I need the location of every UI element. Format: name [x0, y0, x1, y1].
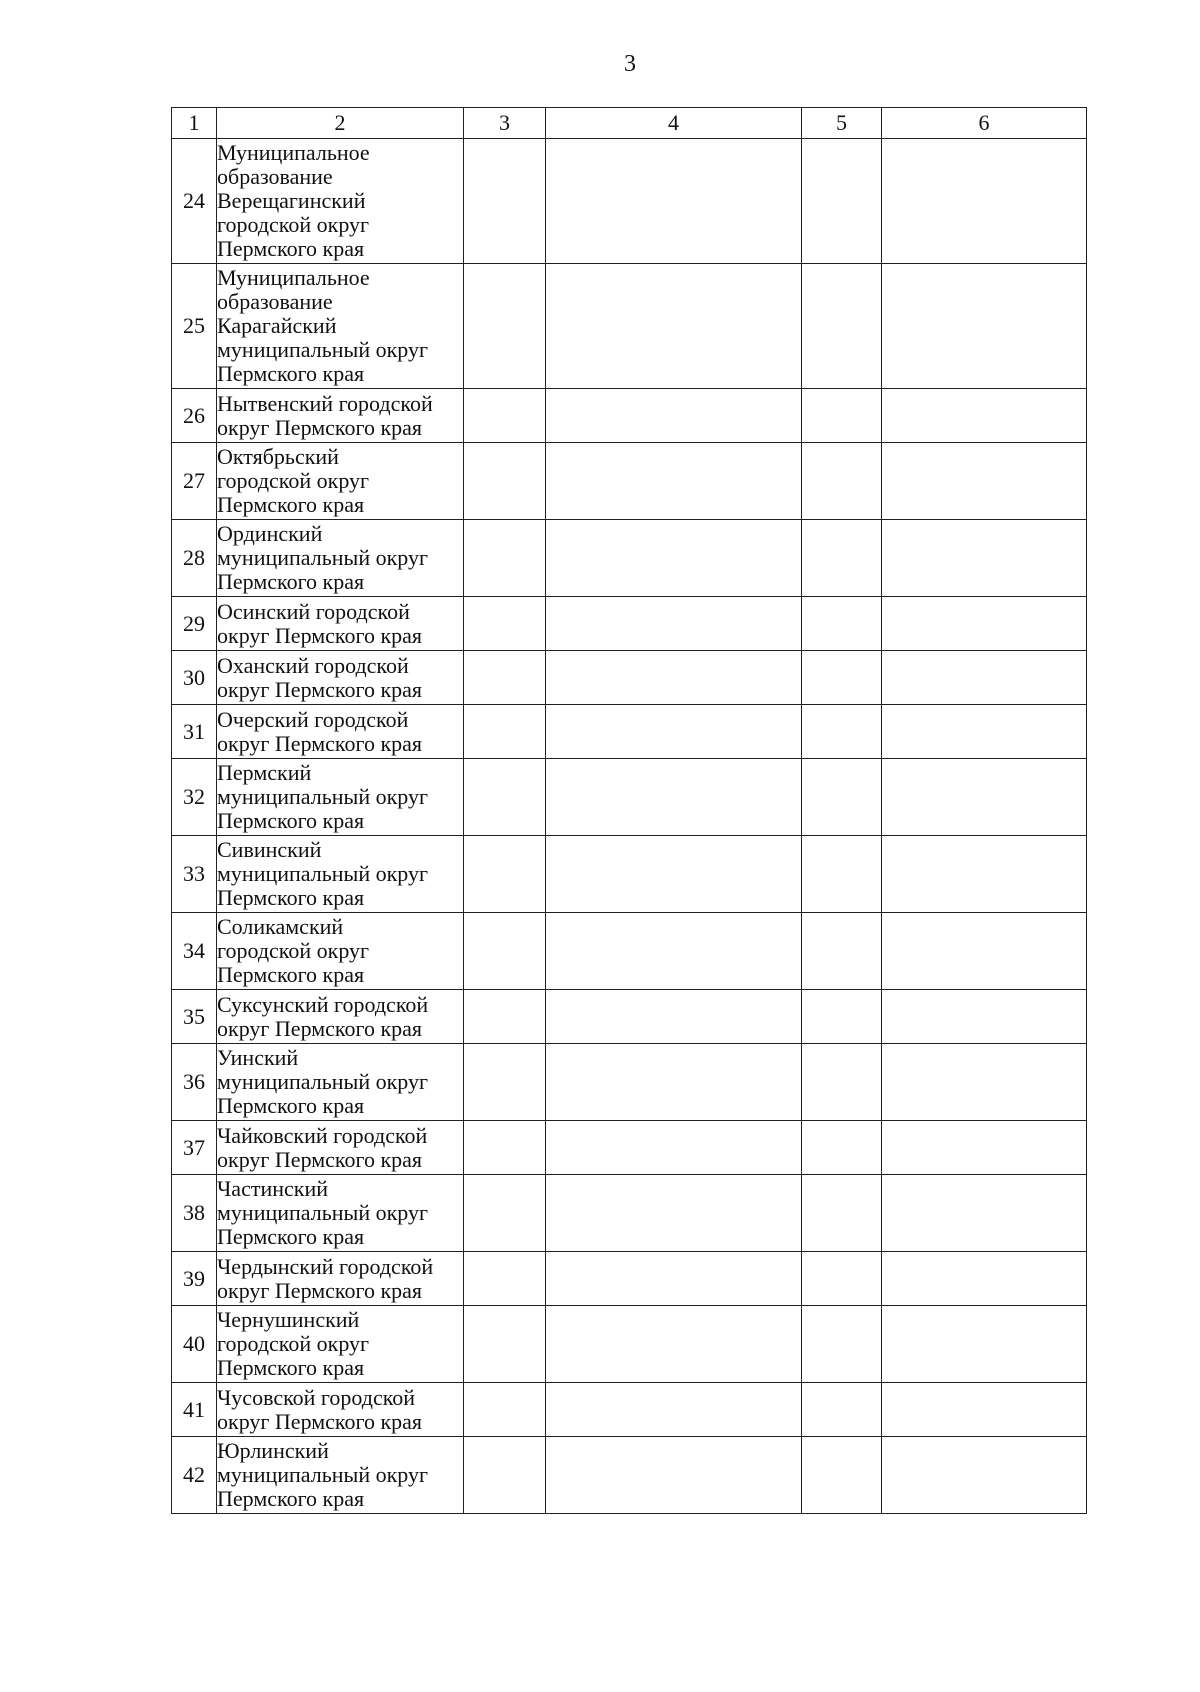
col-4-cell: [546, 597, 802, 651]
municipality-name: Октябрьский городской округ Пермского края: [217, 443, 464, 520]
col-3-cell: [464, 990, 546, 1044]
row-number: 40: [172, 1306, 217, 1383]
municipality-name: Уинский муниципальный округ Пермского края: [217, 1044, 464, 1121]
col-6-cell: [882, 990, 1087, 1044]
col-4-cell: [546, 1437, 802, 1514]
table-row: [172, 990, 1087, 1044]
col-5-cell: [802, 520, 882, 597]
col-3-cell: [464, 913, 546, 990]
column-header: 5: [802, 108, 882, 139]
header-row: [172, 108, 1087, 139]
municipality-name: Муниципальное образование Карагайский муниципальный округ Пермского края: [217, 264, 464, 389]
col-3-cell: [464, 443, 546, 520]
municipality-name: Нытвенский городской округ Пермского края: [217, 389, 464, 443]
table-row: [172, 1437, 1087, 1514]
col-6-cell: [882, 389, 1087, 443]
table-row: [172, 836, 1087, 913]
col-4-cell: [546, 1252, 802, 1306]
col-6-cell: [882, 597, 1087, 651]
municipality-name: Соликамский городской округ Пермского края: [217, 913, 464, 990]
table-row: [172, 1252, 1087, 1306]
col-5-cell: [802, 597, 882, 651]
col-5-cell: [802, 443, 882, 520]
col-4-cell: [546, 443, 802, 520]
col-6-cell: [882, 651, 1087, 705]
col-6-cell: [882, 1383, 1087, 1437]
col-4-cell: [546, 520, 802, 597]
row-number: 41: [172, 1383, 217, 1437]
row-number: 30: [172, 651, 217, 705]
col-6-cell: [882, 139, 1087, 264]
col-4-cell: [546, 1044, 802, 1121]
row-number: 28: [172, 520, 217, 597]
row-number: 25: [172, 264, 217, 389]
col-4-cell: [546, 651, 802, 705]
col-3-cell: [464, 389, 546, 443]
col-3-cell: [464, 836, 546, 913]
table-row: [172, 913, 1087, 990]
col-3-cell: [464, 1437, 546, 1514]
municipality-name: Ординский муниципальный округ Пермского края: [217, 520, 464, 597]
table-row: [172, 520, 1087, 597]
col-3-cell: [464, 597, 546, 651]
col-6-cell: [882, 1044, 1087, 1121]
table-row: [172, 759, 1087, 836]
municipality-name: Сивинский муниципальный округ Пермского края: [217, 836, 464, 913]
col-5-cell: [802, 389, 882, 443]
col-6-cell: [882, 1437, 1087, 1514]
col-4-cell: [546, 836, 802, 913]
table-row: [172, 705, 1087, 759]
column-header: 4: [546, 108, 802, 139]
municipality-name: Чернушинский городской округ Пермского края: [217, 1306, 464, 1383]
col-5-cell: [802, 836, 882, 913]
col-4-cell: [546, 759, 802, 836]
municipality-table: [171, 107, 1087, 1514]
col-5-cell: [802, 651, 882, 705]
municipality-name: Чайковский городской округ Пермского края: [217, 1121, 464, 1175]
row-number: 35: [172, 990, 217, 1044]
municipality-name: Суксунский городской округ Пермского края: [217, 990, 464, 1044]
col-4-cell: [546, 1121, 802, 1175]
col-3-cell: [464, 1306, 546, 1383]
col-4-cell: [546, 1306, 802, 1383]
col-4-cell: [546, 913, 802, 990]
col-5-cell: [802, 1121, 882, 1175]
table-row: [172, 1175, 1087, 1252]
col-3-cell: [464, 1044, 546, 1121]
page-number: 3: [624, 51, 636, 77]
table-row: [172, 139, 1087, 264]
row-number: 29: [172, 597, 217, 651]
row-number: 24: [172, 139, 217, 264]
col-3-cell: [464, 1252, 546, 1306]
col-3-cell: [464, 705, 546, 759]
municipality-name: Частинский муниципальный округ Пермского края: [217, 1175, 464, 1252]
municipality-name: Пермский муниципальный округ Пермского края: [217, 759, 464, 836]
col-6-cell: [882, 1175, 1087, 1252]
col-5-cell: [802, 913, 882, 990]
column-header: 3: [464, 108, 546, 139]
col-3-cell: [464, 1383, 546, 1437]
col-4-cell: [546, 389, 802, 443]
row-number: 27: [172, 443, 217, 520]
table-row: [172, 1306, 1087, 1383]
municipality-name: Осинский городской округ Пермского края: [217, 597, 464, 651]
col-5-cell: [802, 759, 882, 836]
col-6-cell: [882, 913, 1087, 990]
col-5-cell: [802, 1252, 882, 1306]
row-number: 26: [172, 389, 217, 443]
table-row: [172, 389, 1087, 443]
row-number: 32: [172, 759, 217, 836]
col-6-cell: [882, 264, 1087, 389]
col-6-cell: [882, 759, 1087, 836]
table-row: [172, 1044, 1087, 1121]
col-3-cell: [464, 651, 546, 705]
column-header: 1: [172, 108, 217, 139]
col-6-cell: [882, 1252, 1087, 1306]
col-5-cell: [802, 1383, 882, 1437]
col-4-cell: [546, 990, 802, 1044]
row-number: 42: [172, 1437, 217, 1514]
col-3-cell: [464, 1175, 546, 1252]
col-3-cell: [464, 759, 546, 836]
col-6-cell: [882, 443, 1087, 520]
col-5-cell: [802, 1175, 882, 1252]
column-header: 6: [882, 108, 1087, 139]
table-row: [172, 597, 1087, 651]
col-5-cell: [802, 1437, 882, 1514]
col-3-cell: [464, 264, 546, 389]
municipality-name: Оханский городской округ Пермского края: [217, 651, 464, 705]
col-4-cell: [546, 1175, 802, 1252]
col-5-cell: [802, 264, 882, 389]
col-5-cell: [802, 1044, 882, 1121]
col-6-cell: [882, 520, 1087, 597]
col-5-cell: [802, 1306, 882, 1383]
col-3-cell: [464, 139, 546, 264]
col-5-cell: [802, 990, 882, 1044]
col-5-cell: [802, 139, 882, 264]
row-number: 31: [172, 705, 217, 759]
col-4-cell: [546, 1383, 802, 1437]
col-4-cell: [546, 264, 802, 389]
col-3-cell: [464, 520, 546, 597]
municipality-name: Муниципальное образование Верещагинский городской округ Пермского края: [217, 139, 464, 264]
municipality-name: Чусовской городской округ Пермского края: [217, 1383, 464, 1437]
table-body: [172, 139, 1087, 1514]
table-row: [172, 651, 1087, 705]
table-row: [172, 443, 1087, 520]
row-number: 38: [172, 1175, 217, 1252]
col-6-cell: [882, 705, 1087, 759]
row-number: 39: [172, 1252, 217, 1306]
row-number: 36: [172, 1044, 217, 1121]
col-4-cell: [546, 705, 802, 759]
municipality-name: Чердынский городской округ Пермского края: [217, 1252, 464, 1306]
column-header: 2: [217, 108, 464, 139]
col-6-cell: [882, 1306, 1087, 1383]
row-number: 33: [172, 836, 217, 913]
row-number: 37: [172, 1121, 217, 1175]
col-6-cell: [882, 836, 1087, 913]
col-4-cell: [546, 139, 802, 264]
municipality-name: Юрлинский муниципальный округ Пермского края: [217, 1437, 464, 1514]
row-number: 34: [172, 913, 217, 990]
col-5-cell: [802, 705, 882, 759]
table-row: [172, 1383, 1087, 1437]
col-6-cell: [882, 1121, 1087, 1175]
col-3-cell: [464, 1121, 546, 1175]
table-row: [172, 264, 1087, 389]
table-row: [172, 1121, 1087, 1175]
municipality-name: Очерский городской округ Пермского края: [217, 705, 464, 759]
